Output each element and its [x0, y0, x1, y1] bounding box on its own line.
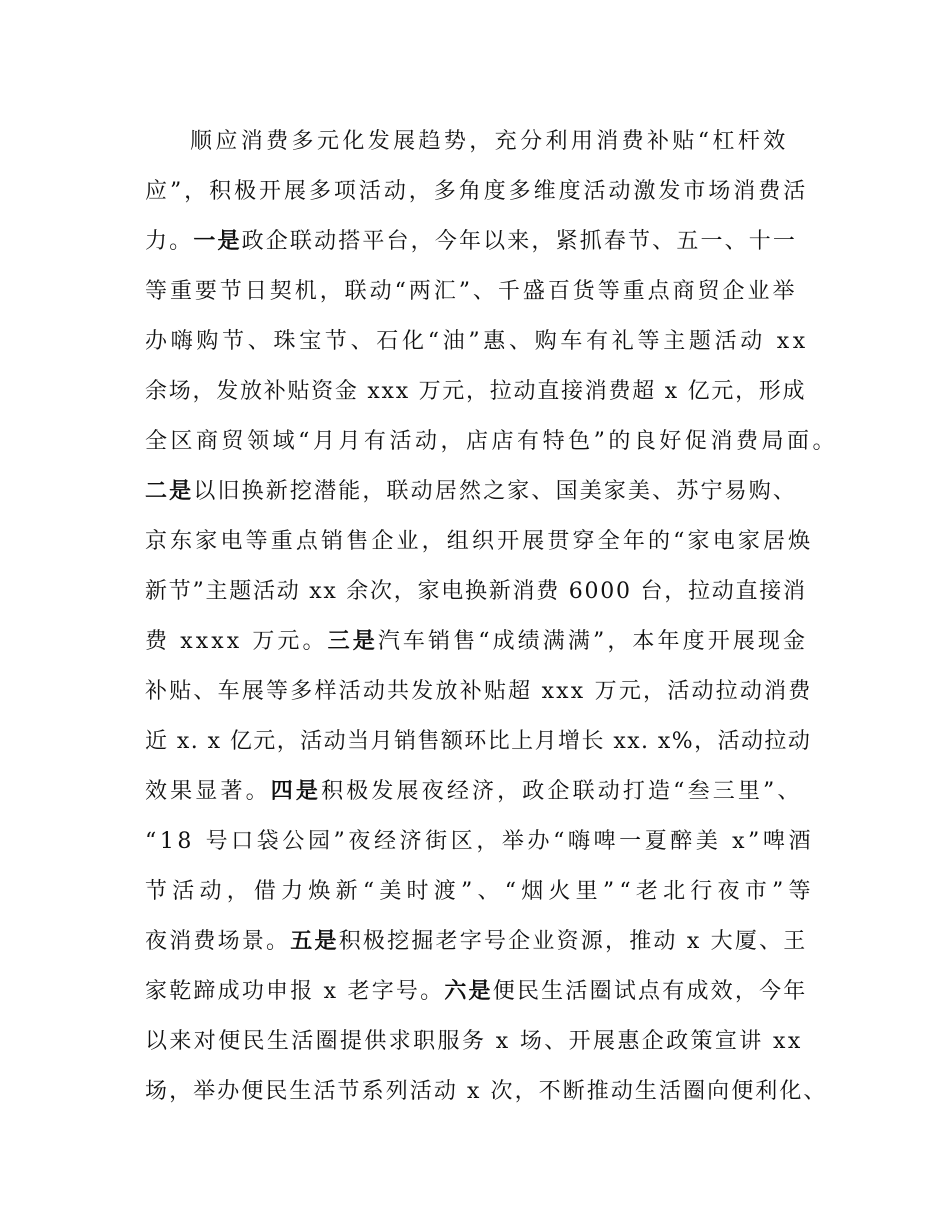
text-line — [145, 522, 813, 562]
text-segment: 应”，积极开展多项活动，多角度多维度活动激发市场消费活 — [145, 179, 809, 204]
text-segment: 力。 — [145, 229, 194, 254]
text-line — [145, 622, 808, 662]
text-segment: 积极挖掘老字号企业资源，推动 x 大厦、王 — [338, 929, 808, 954]
text-segment: 费 xxxx 万元。 — [145, 629, 328, 654]
text-line — [145, 872, 816, 912]
text-segment: 场，举办便民生活节系列活动 x 次，不断推动生活圈向便利化、 — [145, 1079, 828, 1104]
text-segment: 等重要节日契机，联动“两汇”、千盛百货等重点商贸企业举 — [145, 279, 798, 304]
text-line — [145, 1022, 803, 1062]
enumeration-marker: 三是 — [327, 629, 378, 654]
text-segment: 节活动，借力焕新“美时渡”、“烟火里”“老北行夜市”等 — [145, 879, 816, 904]
text-segment: 以旧换新挖潜能，联动居然之家、国美家美、苏宁易购、 — [193, 479, 798, 504]
enumeration-marker: 六是 — [444, 979, 493, 1004]
text-line — [145, 1072, 828, 1112]
text-segment: 办嗨购节、珠宝节、石化“油”惠、购车有礼等主题活动 xx — [145, 329, 809, 354]
text-line — [145, 972, 808, 1012]
text-line — [145, 272, 797, 312]
enumeration-marker: 五是 — [290, 929, 339, 954]
text-segment: 顺应消费多元化发展趋势，充分利用消费补贴“杠杆效 — [190, 129, 789, 154]
text-segment: 全区商贸领域“月月有活动，店店有特色”的良好促消费局面。 — [145, 429, 839, 454]
text-segment: 新节”主题活动 xx 余次，家电换新消费 6000 台，拉动直接消 — [145, 579, 807, 604]
enumeration-marker: 一是 — [193, 229, 242, 254]
text-line — [190, 122, 789, 162]
text-line — [145, 222, 797, 262]
text-line — [145, 822, 814, 862]
text-line — [145, 172, 808, 212]
text-segment: 家乾蹄成功申报 x 老字号。 — [145, 979, 445, 1004]
text-line — [145, 572, 807, 612]
text-line — [145, 772, 803, 812]
text-segment: 余场，发放补贴资金 xxx 万元，拉动直接消费超 x 亿元，形成 — [145, 379, 807, 404]
text-segment: 政企联动搭平台，今年以来，紧抓春节、五一、十一 — [241, 229, 798, 254]
text-segment: 补贴、车展等多样活动共发放补贴超 xxx 万元，活动拉动消费 — [145, 679, 813, 704]
text-segment: 汽车销售“成绩满满”，本年度开展现金 — [377, 629, 809, 654]
text-segment: 近 x. x 亿元，活动当月销售额环比上月增长 xx. x%，活动拉动 — [145, 729, 812, 754]
text-segment: 夜消费场景。 — [145, 929, 291, 954]
text-line — [145, 922, 808, 962]
enumeration-marker: 四是 — [270, 779, 322, 804]
text-segment: 效果显著。 — [145, 779, 271, 804]
text-line — [145, 672, 813, 712]
text-segment: 便民生活圈试点有成效，今年 — [492, 979, 808, 1004]
text-segment: “18 号口袋公园”夜经济街区，举办“嗨啤一夏醉美 x”啤酒 — [145, 829, 815, 854]
text-line — [145, 322, 809, 362]
enumeration-marker: 二是 — [145, 479, 194, 504]
text-line — [145, 472, 797, 512]
text-line — [145, 372, 806, 412]
text-line — [145, 422, 838, 462]
text-line — [145, 722, 811, 762]
text-segment: 积极发展夜经济，政企联动打造“叁三里”、 — [321, 779, 803, 804]
text-segment: 以来对便民生活圈提供求职服务 x 场、开展惠企政策宣讲 xx — [145, 1029, 803, 1054]
text-segment: 京东家电等重点销售企业，组织开展贯穿全年的“家电家居焕 — [145, 529, 814, 554]
